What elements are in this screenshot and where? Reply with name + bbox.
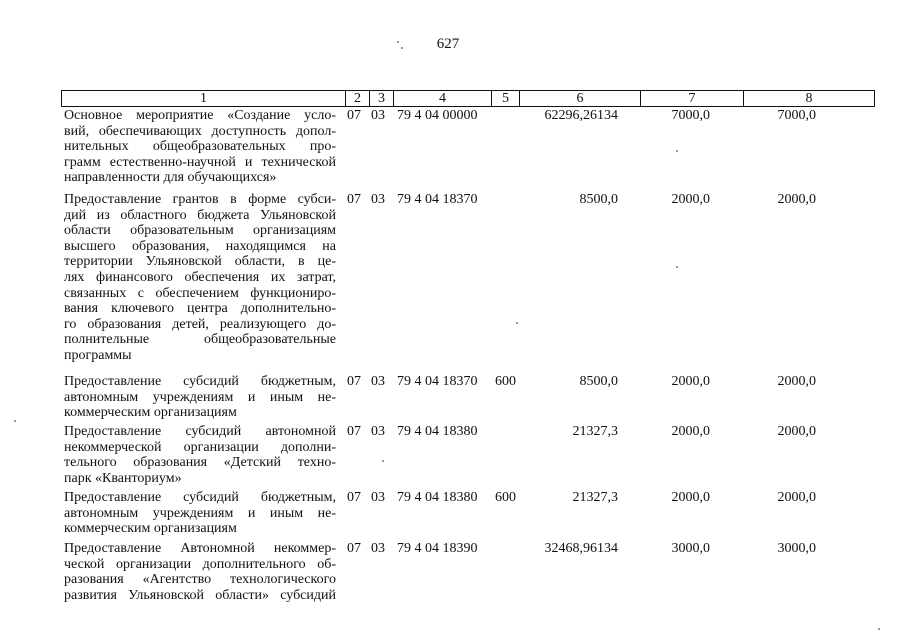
row-description (64, 108, 336, 186)
amount-col-6: 62296,26134 (544, 108, 618, 123)
header-col-6: 6 (520, 91, 641, 106)
amount-col-7: 2000,0 (671, 192, 710, 207)
description-line: Предоставление грантов в форме субси- (64, 192, 336, 207)
subsection-code: 03 (371, 424, 385, 439)
description-line: го образования детей, реализующего до- (64, 316, 336, 332)
description-line: автономным учреждениям и иным не- (64, 505, 336, 521)
description-line: полнительные общеобразовательные (64, 332, 336, 348)
target-article-code: 79 4 04 18390 (397, 541, 478, 556)
amount-col-6: 21327,3 (572, 490, 618, 505)
section-code: 07 (347, 490, 361, 505)
description-line: Предоставление субсидий бюджетным, (64, 490, 336, 505)
section-code: 07 (347, 541, 361, 556)
amount-col-8: 3000,0 (777, 541, 816, 556)
table-header-row (61, 90, 875, 107)
target-article-code: 79 4 04 00000 (397, 108, 478, 123)
header-col-8: 8 (805, 91, 813, 106)
scan-speck (676, 266, 678, 268)
description-line: коммерческим организациям (64, 521, 237, 537)
description-line: вания ключевого центра дополнительно- (64, 301, 336, 317)
description-line: области образовательным организациям (64, 223, 336, 239)
scan-speck (676, 150, 678, 152)
amount-col-7: 2000,0 (671, 424, 710, 439)
amount-col-8: 2000,0 (777, 374, 816, 389)
description-line: Предоставление субсидий автономной (64, 424, 336, 439)
row-description (64, 374, 336, 421)
section-code: 07 (347, 424, 361, 439)
header-col-4: 4 (394, 91, 492, 106)
scan-speck (516, 322, 518, 324)
row-description (64, 424, 336, 486)
description-line: территории Ульяновской области, в це- (64, 254, 336, 270)
description-line: парк «Кванториум» (64, 470, 182, 486)
description-line: нительных общеобразовательных про- (64, 139, 336, 155)
scan-speck (397, 41, 399, 43)
subsection-code: 03 (371, 490, 385, 505)
description-line: дий из областного бюджета Ульяновской (64, 207, 336, 223)
subsection-code: 03 (371, 541, 385, 556)
target-article-code: 79 4 04 18380 (397, 490, 478, 505)
description-line: Основное мероприятие «Создание усло- (64, 108, 336, 123)
row-description (64, 490, 336, 537)
amount-col-7: 3000,0 (671, 541, 710, 556)
subsection-code: 03 (371, 108, 385, 123)
description-line: программы (64, 347, 132, 363)
expense-type-code: 600 (495, 490, 516, 505)
section-code: 07 (347, 374, 361, 389)
amount-col-7: 2000,0 (671, 374, 710, 389)
target-article-code: 79 4 04 18370 (397, 374, 478, 389)
section-code: 07 (347, 192, 361, 207)
description-line: Предоставление субсидий бюджетным, (64, 374, 336, 389)
description-line: ческой организации дополнительного об- (64, 556, 336, 572)
amount-col-8: 2000,0 (777, 192, 816, 207)
header-col-3: 3 (370, 91, 394, 106)
subsection-code: 03 (371, 192, 385, 207)
expense-type-code: 600 (495, 374, 516, 389)
amount-col-8: 2000,0 (777, 490, 816, 505)
description-line: высшего образования, находящимся на (64, 238, 336, 254)
amount-col-6: 21327,3 (572, 424, 618, 439)
amount-col-6: 8500,0 (579, 374, 618, 389)
page-number: 627 (436, 36, 460, 52)
header-col-2: 2 (346, 91, 370, 106)
amount-col-6: 32468,96134 (544, 541, 618, 556)
description-line: некоммерческой организации дополни- (64, 439, 336, 455)
scan-speck (14, 420, 16, 422)
amount-col-6: 8500,0 (579, 192, 618, 207)
description-line: тельного образования «Детский техно- (64, 455, 336, 471)
description-line: грамм естественно-научной и технической (64, 154, 336, 170)
row-description (64, 192, 336, 364)
description-line: лях финансового обеспечения их затрат, (64, 269, 336, 285)
subsection-code: 03 (371, 374, 385, 389)
description-line: вий, обеспечивающих доступность допол- (64, 123, 336, 139)
description-line: коммерческим организациям (64, 405, 237, 421)
amount-col-7: 2000,0 (671, 490, 710, 505)
header-col-7: 7 (641, 91, 744, 106)
amount-col-8: 2000,0 (777, 424, 816, 439)
amount-col-7: 7000,0 (671, 108, 710, 123)
description-line: развития Ульяновской области» субсидий (64, 587, 336, 603)
header-col-1: 1 (62, 91, 346, 106)
section-code: 07 (347, 108, 361, 123)
description-line: автономным учреждениям и иным не- (64, 389, 336, 405)
scan-speck (878, 628, 880, 630)
description-line: связанных с обеспечением функциониро- (64, 285, 336, 301)
header-col-5: 5 (492, 91, 520, 106)
description-line: разования «Агентство технологического (64, 572, 336, 588)
scan-speck (382, 460, 384, 462)
description-line: Предоставление Автономной некоммер- (64, 541, 336, 556)
description-line: направленности для обучающихся» (64, 170, 277, 186)
row-description (64, 541, 336, 603)
scan-speck (401, 47, 403, 49)
target-article-code: 79 4 04 18370 (397, 192, 478, 207)
amount-col-8: 7000,0 (777, 108, 816, 123)
target-article-code: 79 4 04 18380 (397, 424, 478, 439)
